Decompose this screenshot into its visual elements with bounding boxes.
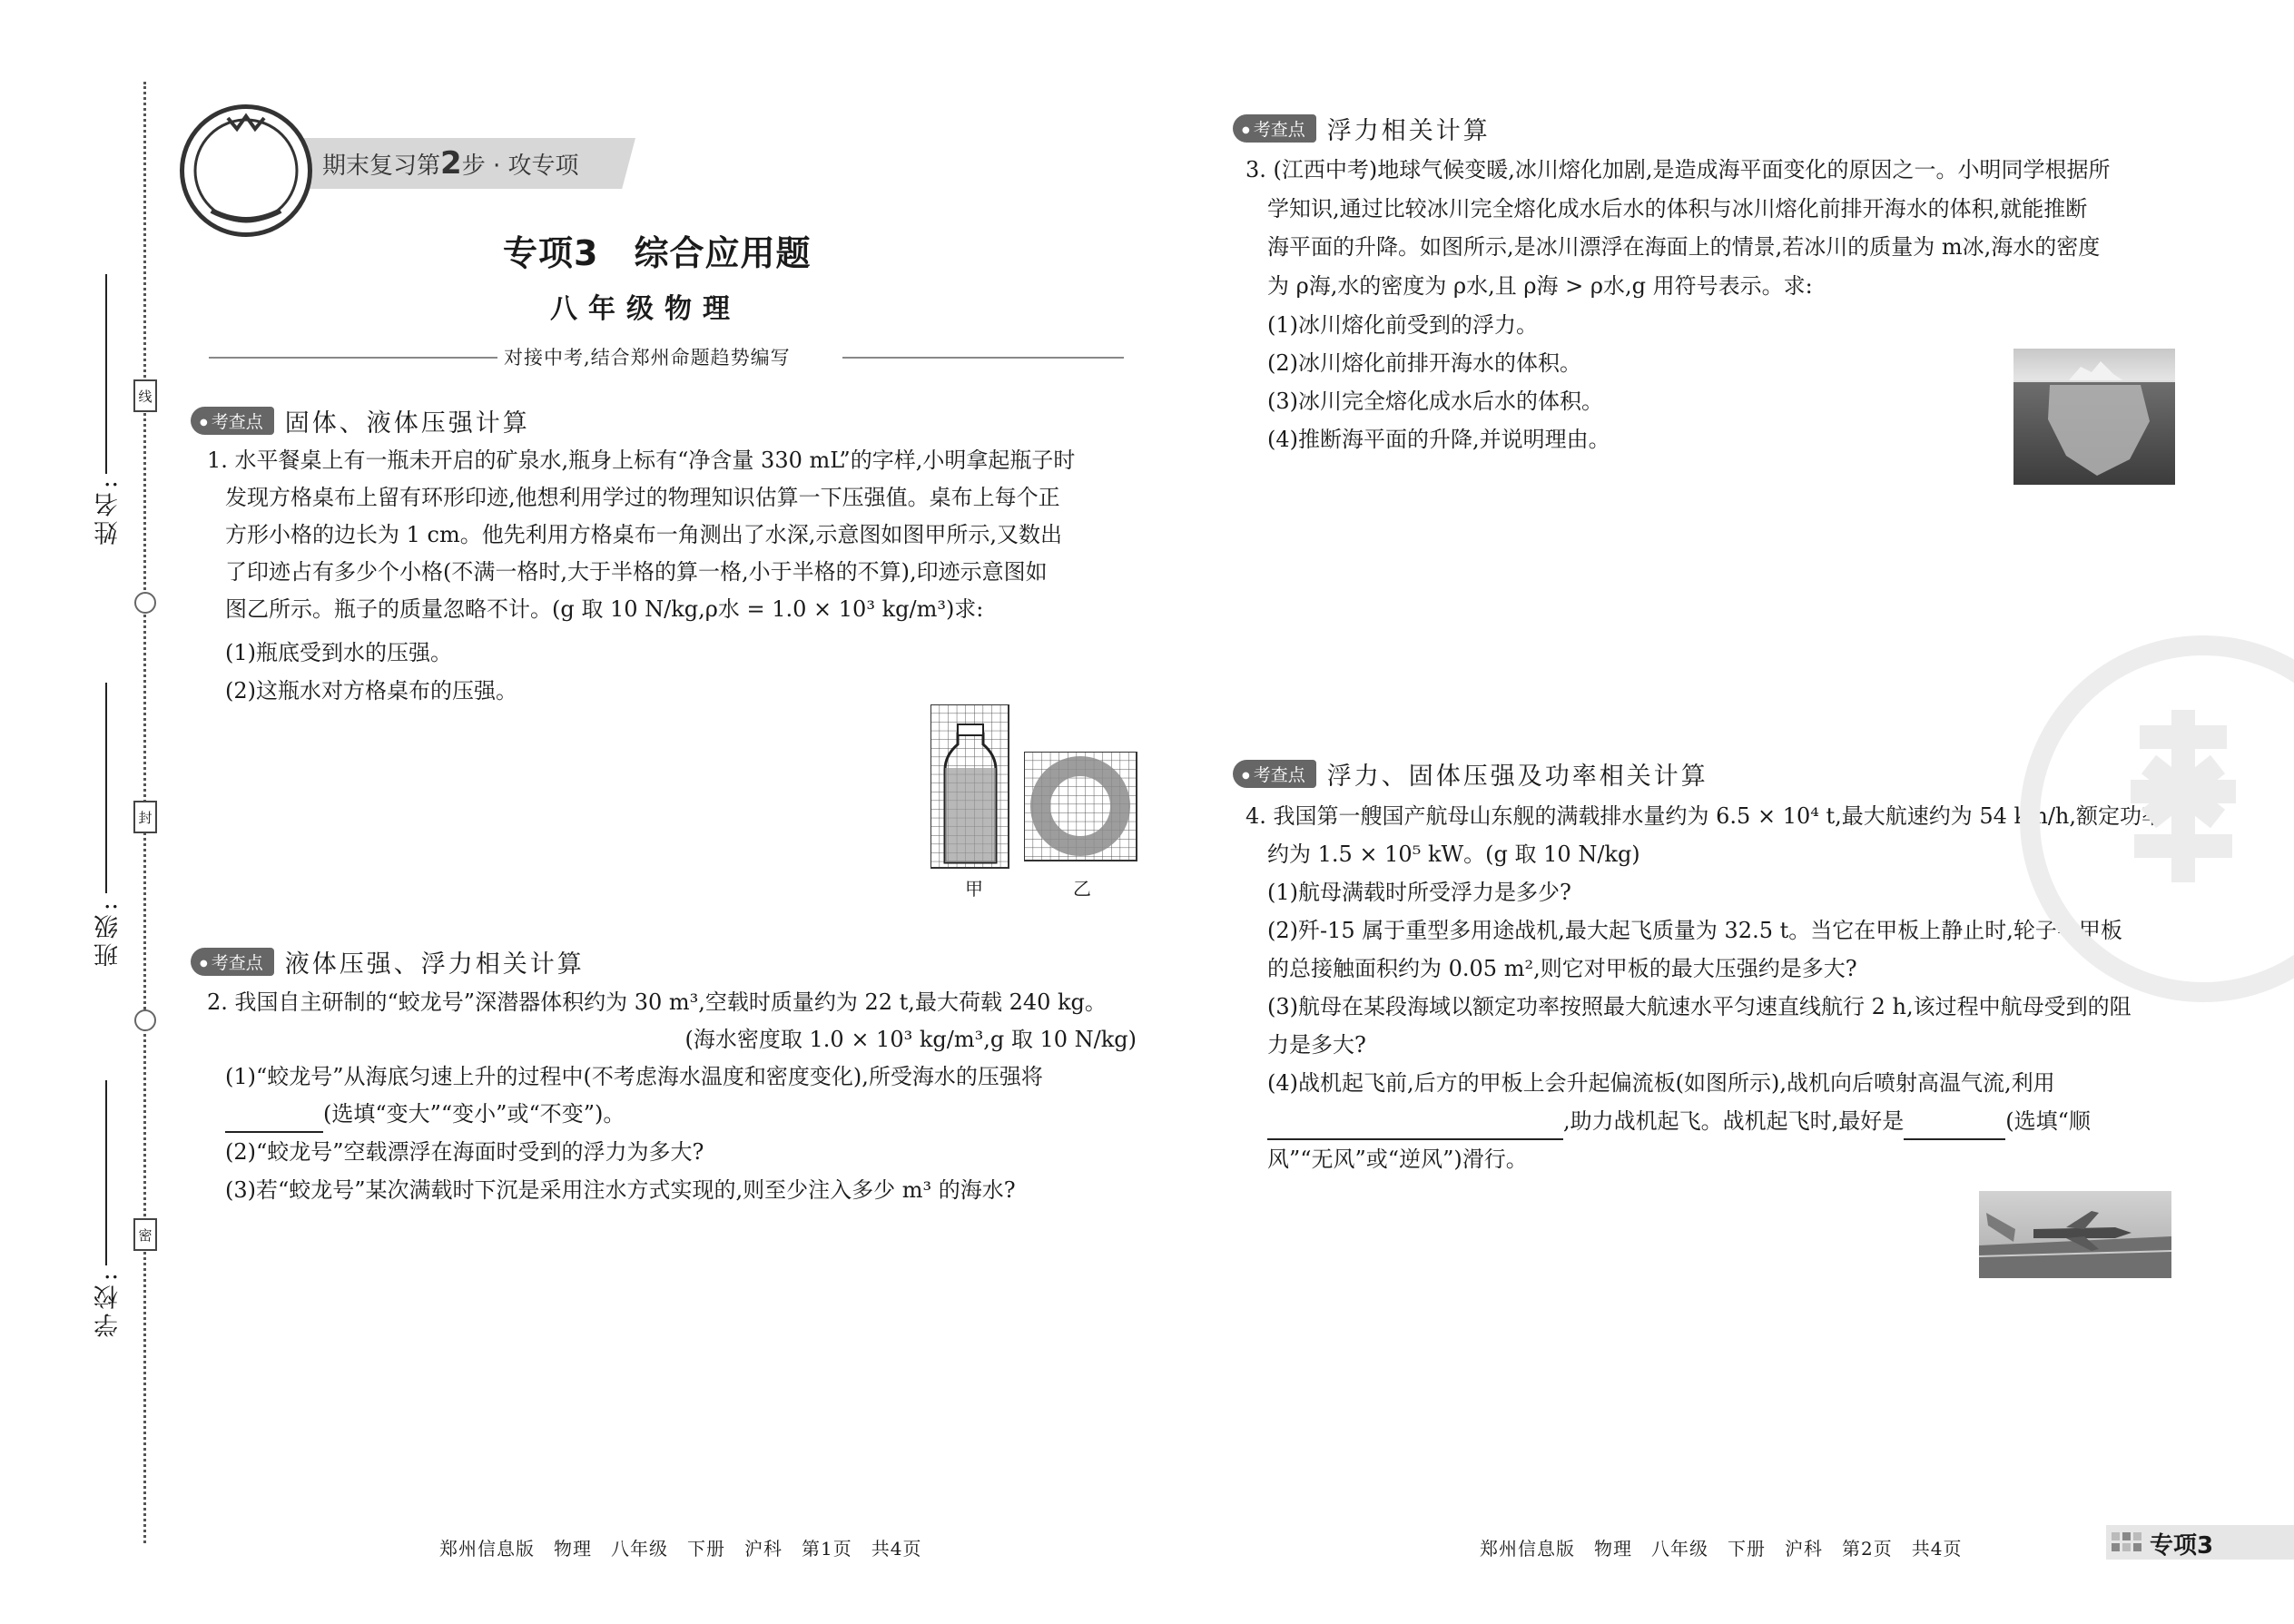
section-pill: ● 考查点 [191, 948, 274, 976]
page-title: 专项3 综合应用题 [503, 233, 812, 273]
page-subtitle: 八年级物理 [550, 293, 741, 325]
q2-sub1-cont: (选填“变大”“变小”或“不变”)。 [225, 1096, 625, 1133]
q3-sub1: (1)冰川熔化前受到的浮力。 [1267, 312, 1538, 338]
q3-line: 为 ρ海,水的密度为 ρ水,且 ρ海 > ρ水,g 用符号表示。求: [1267, 273, 1813, 299]
q3-line: 海平面的升降。如图所示,是冰川漂浮在海面上的情景,若冰川的质量为 m冰,海水的密度 [1267, 234, 2101, 260]
binding-hole [134, 1009, 156, 1031]
brand-logo [180, 104, 312, 237]
q2-line: 2. 我国自主研制的“蛟龙号”深潜器体积约为 30 m³,空载时质量约为 22 t,最大荷载 240 kg。 [207, 989, 1107, 1015]
section-pill: ● 考查点 [191, 407, 274, 435]
section-header-1 [191, 406, 530, 438]
seal-mark-icon [2040, 655, 2294, 942]
q1-line: 发现方格桌布上留有环形印迹,他想利用学过的物理知识估算一下压强值。桌布上每个正 [225, 485, 1060, 510]
q4-sub4-cont: ,助力战机起飞。战机起飞时,最好是 (选填“顺 [1267, 1103, 2091, 1140]
q4-line: 约为 1.5 × 10⁵ kW。(g 取 10 N/kg) [1267, 842, 1640, 867]
binding-mark-feng: 封 [133, 801, 157, 833]
school-field-line[interactable] [105, 1080, 107, 1265]
name-field-line[interactable] [105, 274, 107, 474]
footer-page-1: 郑州信息版 物理 八年级 下册 沪科 第1页 共4页 [439, 1538, 922, 1560]
class-label: 班级: [94, 899, 123, 968]
q2-sub1: (1)“蛟龙号”从海底匀速上升的过程中(不考虑海水温度和密度变化),所受海水的压强将 [225, 1064, 1043, 1089]
class-field-line[interactable] [105, 683, 107, 893]
q2-sub2: (2)“蛟龙号”空载漂浮在海面时受到的浮力为多大? [225, 1139, 704, 1165]
binding-mark-xian: 线 [133, 379, 157, 412]
answer-blank[interactable] [225, 1106, 323, 1133]
q4-sub3: (3)航母在某段海域以额定功率按照最大航速水平匀速直线航行 2 h,该过程中航母受到的阻 [1267, 994, 2132, 1019]
q4-sub2: (2)歼-15 属于重型多用途战机,最大起飞质量为 32.5 t。当它在甲板上静止时,轮子与甲板 [1267, 918, 2122, 943]
figure-ring-grid [1024, 752, 1138, 862]
figure-bottle-grid [930, 704, 1010, 870]
q4-sub1: (1)航母满载时所受浮力是多少? [1267, 880, 1571, 905]
section-header-3 [1233, 113, 1491, 143]
answer-blank[interactable] [1267, 1113, 1563, 1140]
section-title: 固体、液体压强计算 [284, 408, 530, 438]
q2-sub3: (3)若“蛟龙号”某次满载时下沉是采用注水方式实现的,则至少注入多少 m³ 的海水? [225, 1177, 1016, 1203]
school-label: 学校: [94, 1269, 123, 1338]
q4-sub4: (4)战机起飞前,后方的甲板上会升起偏流板(如图所示),战机向后喷射高温气流,利用 [1267, 1070, 2055, 1096]
q4-sub3-cont: 力是多大? [1267, 1032, 1366, 1058]
section-pill: ● 考查点 [1233, 114, 1316, 143]
q1-line: 了印迹占有多少个小格(不满一格时,大于半格的算一格,小于半格的不算),印迹示意图如 [225, 559, 1048, 585]
q1-line: 图乙所示。瓶子的质量忽略不计。(g 取 10 N/kg,ρ水 = 1.0 × 10³ kg/m³)求: [225, 596, 984, 622]
q3-line: 学知识,通过比较冰川完全熔化成水后水的体积与冰川熔化前排开海水的体积,就能推断 [1267, 196, 2088, 221]
q4-sub2-cont: 的总接触面积约为 0.05 m²,则它对甲板的最大压强约是多大? [1267, 956, 1857, 981]
footer-page-2: 郑州信息版 物理 八年级 下册 沪科 第2页 共4页 [1480, 1538, 1963, 1560]
q2-constants: (海水密度取 1.0 × 10³ kg/m³,g 取 10 N/kg) [684, 1027, 1137, 1052]
section-header-2 [191, 947, 585, 979]
q4-sub4-end: 风”“无风”或“逆风”)滑行。 [1267, 1147, 1528, 1172]
q1-line: 1. 水平餐桌上有一瓶未开启的矿泉水,瓶身上标有“净含量 330 mL”的字样,小明拿起瓶子时 [207, 448, 1076, 473]
tab-squares-icon [2112, 1532, 2142, 1554]
logo-ring-icon [184, 109, 308, 232]
binding-hole [134, 592, 156, 614]
section-title: 液体压强、浮力相关计算 [284, 950, 585, 979]
section-title: 浮力相关计算 [1326, 116, 1491, 145]
q3-line: 3. (江西中考)地球气候变暖,冰川熔化加剧,是造成海平面变化的原因之一。小明同学根据所 [1245, 157, 2111, 182]
jet-deck-photo [1979, 1191, 2171, 1278]
q3-sub4: (4)推断海平面的升降,并说明理由。 [1267, 427, 1610, 452]
q1-line: 方形小格的边长为 1 cm。他先利用方格桌布一角测出了水深,示意图如图甲所示,又数出 [225, 522, 1062, 547]
section-title: 浮力、固体压强及功率相关计算 [1326, 762, 1708, 791]
q3-sub3: (3)冰川完全熔化成水后水的体积。 [1267, 389, 1603, 414]
iceberg-photo [2013, 349, 2175, 485]
q1-sub2: (2)这瓶水对方格桌布的压强。 [225, 678, 517, 704]
page-tab-label: 专项3 [2150, 1532, 2214, 1560]
tagline-rule-right [842, 357, 1124, 359]
figure-label-jia: 甲 [965, 878, 983, 900]
header-banner-text: 期末复习第2步 · 攻专项 [322, 145, 579, 182]
tagline-rule-left [209, 357, 497, 359]
binding-mark-mi: 密 [133, 1218, 157, 1251]
section-pill: ● 考查点 [1233, 760, 1316, 788]
tagline: 对接中考,结合郑州命题趋势编写 [504, 347, 791, 369]
q1-sub1: (1)瓶底受到水的压强。 [225, 640, 452, 665]
q3-sub2: (2)冰川熔化前排开海水的体积。 [1267, 350, 1581, 376]
answer-blank[interactable] [1904, 1113, 2005, 1140]
name-label: 姓名: [94, 477, 123, 546]
section-header-4 [1233, 759, 1708, 791]
figure-label-yi: 乙 [1073, 878, 1091, 900]
q4-line: 4. 我国第一艘国产航母山东舰的满载排水量约为 6.5 × 10⁴ t,最大航速约为 54 km/h,额定功率 [1245, 803, 2164, 829]
